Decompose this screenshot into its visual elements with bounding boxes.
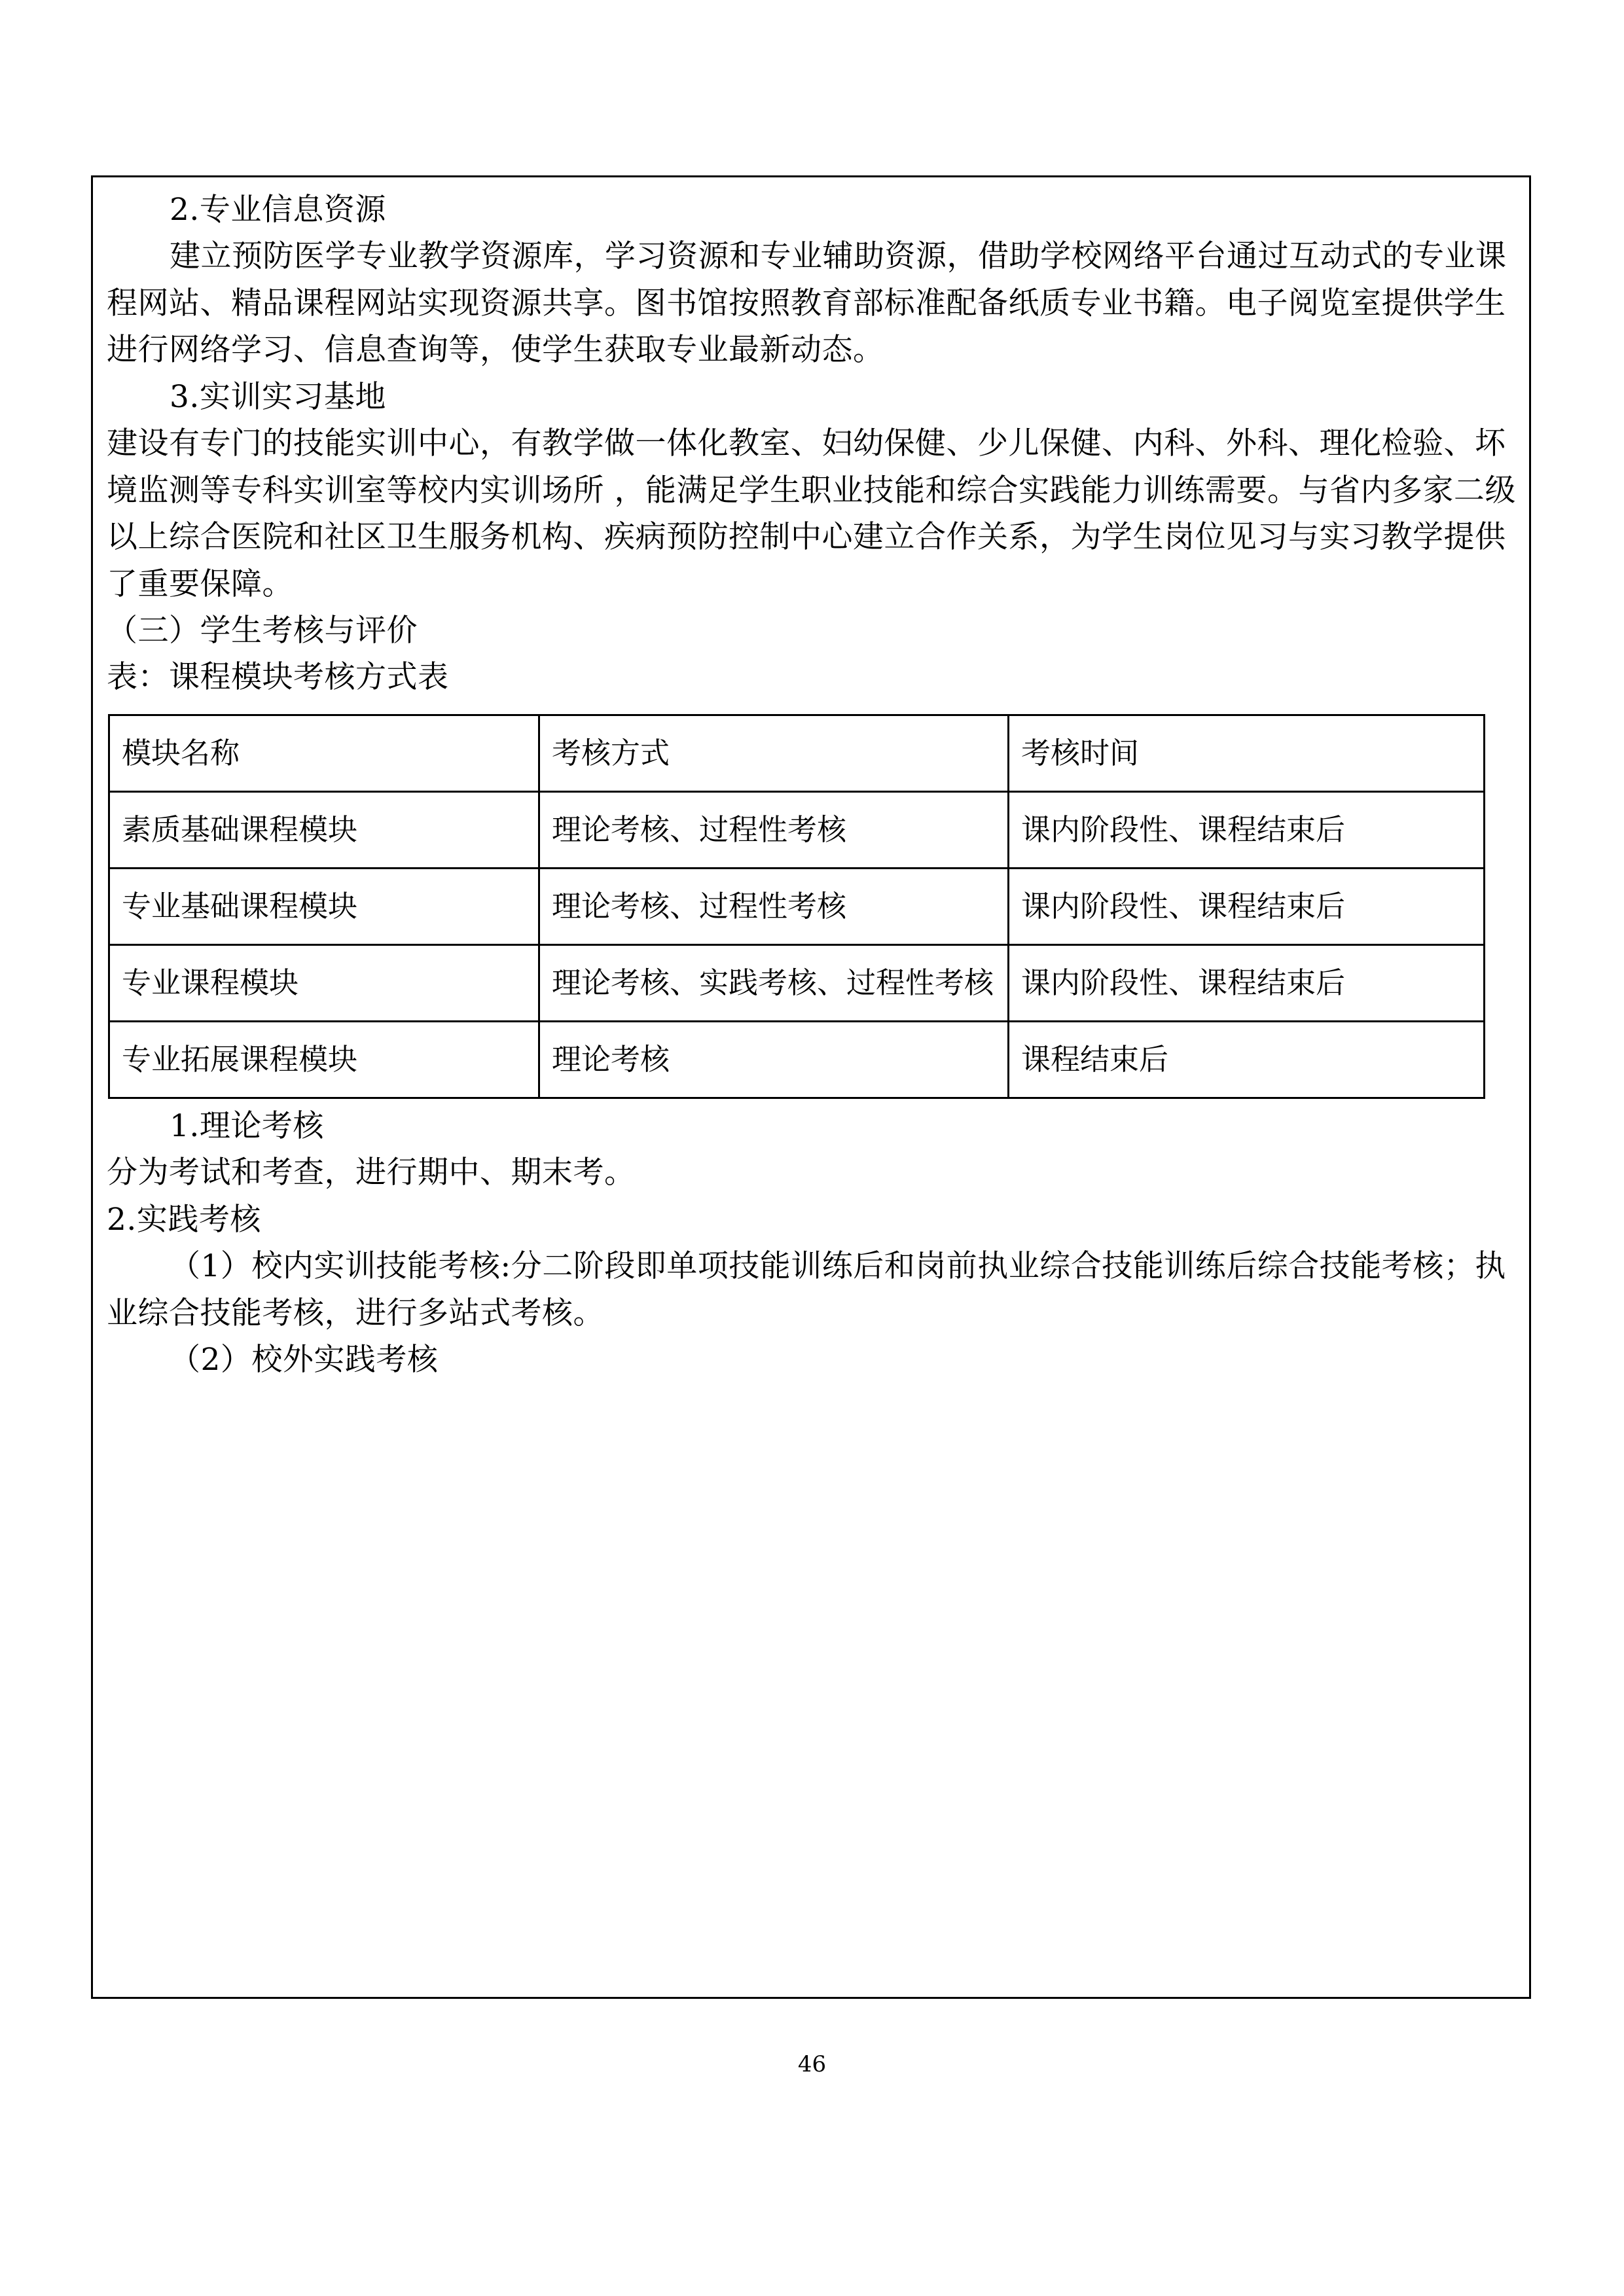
table-row <box>109 868 1485 944</box>
table-row <box>109 1021 1485 1098</box>
paragraph-off-campus-assessment: （2）校外实践考核 <box>170 1342 439 1378</box>
paragraph-heading-3: 3.实训实习基地 <box>170 378 386 415</box>
table-cell-time: 课内阶段性、课程结束后 <box>1009 868 1485 944</box>
table-caption: 表：课程模块考核方式表 <box>107 659 449 696</box>
paragraph-info-resources: 建立预防医学专业教学资源库，学习资源和专业辅助资源，借助学校网络平台通过互动式的专业课程网站、精品课程网站实现资源共享。图书馆按照教育部标准配备纸质专业书籍。电子阅览室提供学生进行网络学习、信息查询等，使学生获取专业最新动态。 <box>107 238 1507 368</box>
table-cell-module: 专业课程模块 <box>109 944 539 1021</box>
table-cell-module: 素质基础课程模块 <box>109 791 539 868</box>
assessment-table <box>108 714 1485 1099</box>
table-cell-method: 理论考核、过程性考核 <box>539 868 1009 944</box>
table-cell-time: 课内阶段性、课程结束后 <box>1009 944 1485 1021</box>
table-header-time: 考核时间 <box>1009 715 1485 791</box>
page-content <box>107 187 1517 1383</box>
table-cell-method: 理论考核 <box>539 1021 1009 1098</box>
table-cell-method: 理论考核、过程性考核 <box>539 791 1009 868</box>
paragraph-heading-2: 2.专业信息资源 <box>170 192 386 228</box>
table-header-method: 考核方式 <box>539 715 1009 791</box>
table-cell-time: 课程结束后 <box>1009 1021 1485 1098</box>
table-header-module: 模块名称 <box>109 715 539 791</box>
table-row <box>109 944 1485 1021</box>
table-cell-time: 课内阶段性、课程结束后 <box>1009 791 1485 868</box>
paragraph-theory-assessment-heading: 1.理论考核 <box>170 1107 324 1144</box>
table-header-row <box>109 715 1485 791</box>
table-cell-method: 理论考核、实践考核、过程性考核 <box>539 944 1009 1021</box>
paragraph-theory-assessment-body: 分为考试和考查，进行期中、期末考。 <box>107 1155 636 1191</box>
table-row <box>109 791 1485 868</box>
page-number: 46 <box>797 2051 827 2077</box>
paragraph-section-three: （三）学生考核与评价 <box>107 612 418 649</box>
paragraph-training-base: 建设有专门的技能实训中心，有教学做一体化教室、妇幼保健、少儿保健、内科、外科、理化检验、坏境监测等专科实训室等校内实训场所 ，能满足学生职业技能和综合实践能力训练需要。与省内多家二级以上综合医院和社区卫生服务机构、疾病预防控制中心建立合作关系，为学生岗位见习与实习教学提供了重要保障。 <box>107 425 1516 602</box>
paragraph-practice-assessment-heading: 2.实践考核 <box>107 1201 261 1238</box>
table-cell-module: 专业拓展课程模块 <box>109 1021 539 1098</box>
paragraph-on-campus-assessment: （1）校内实训技能考核:分二阶段即单项技能训练后和岗前执业综合技能训练后综合技能考核；执业综合技能考核，进行多站式考核。 <box>107 1248 1506 1331</box>
table-cell-module: 专业基础课程模块 <box>109 868 539 944</box>
